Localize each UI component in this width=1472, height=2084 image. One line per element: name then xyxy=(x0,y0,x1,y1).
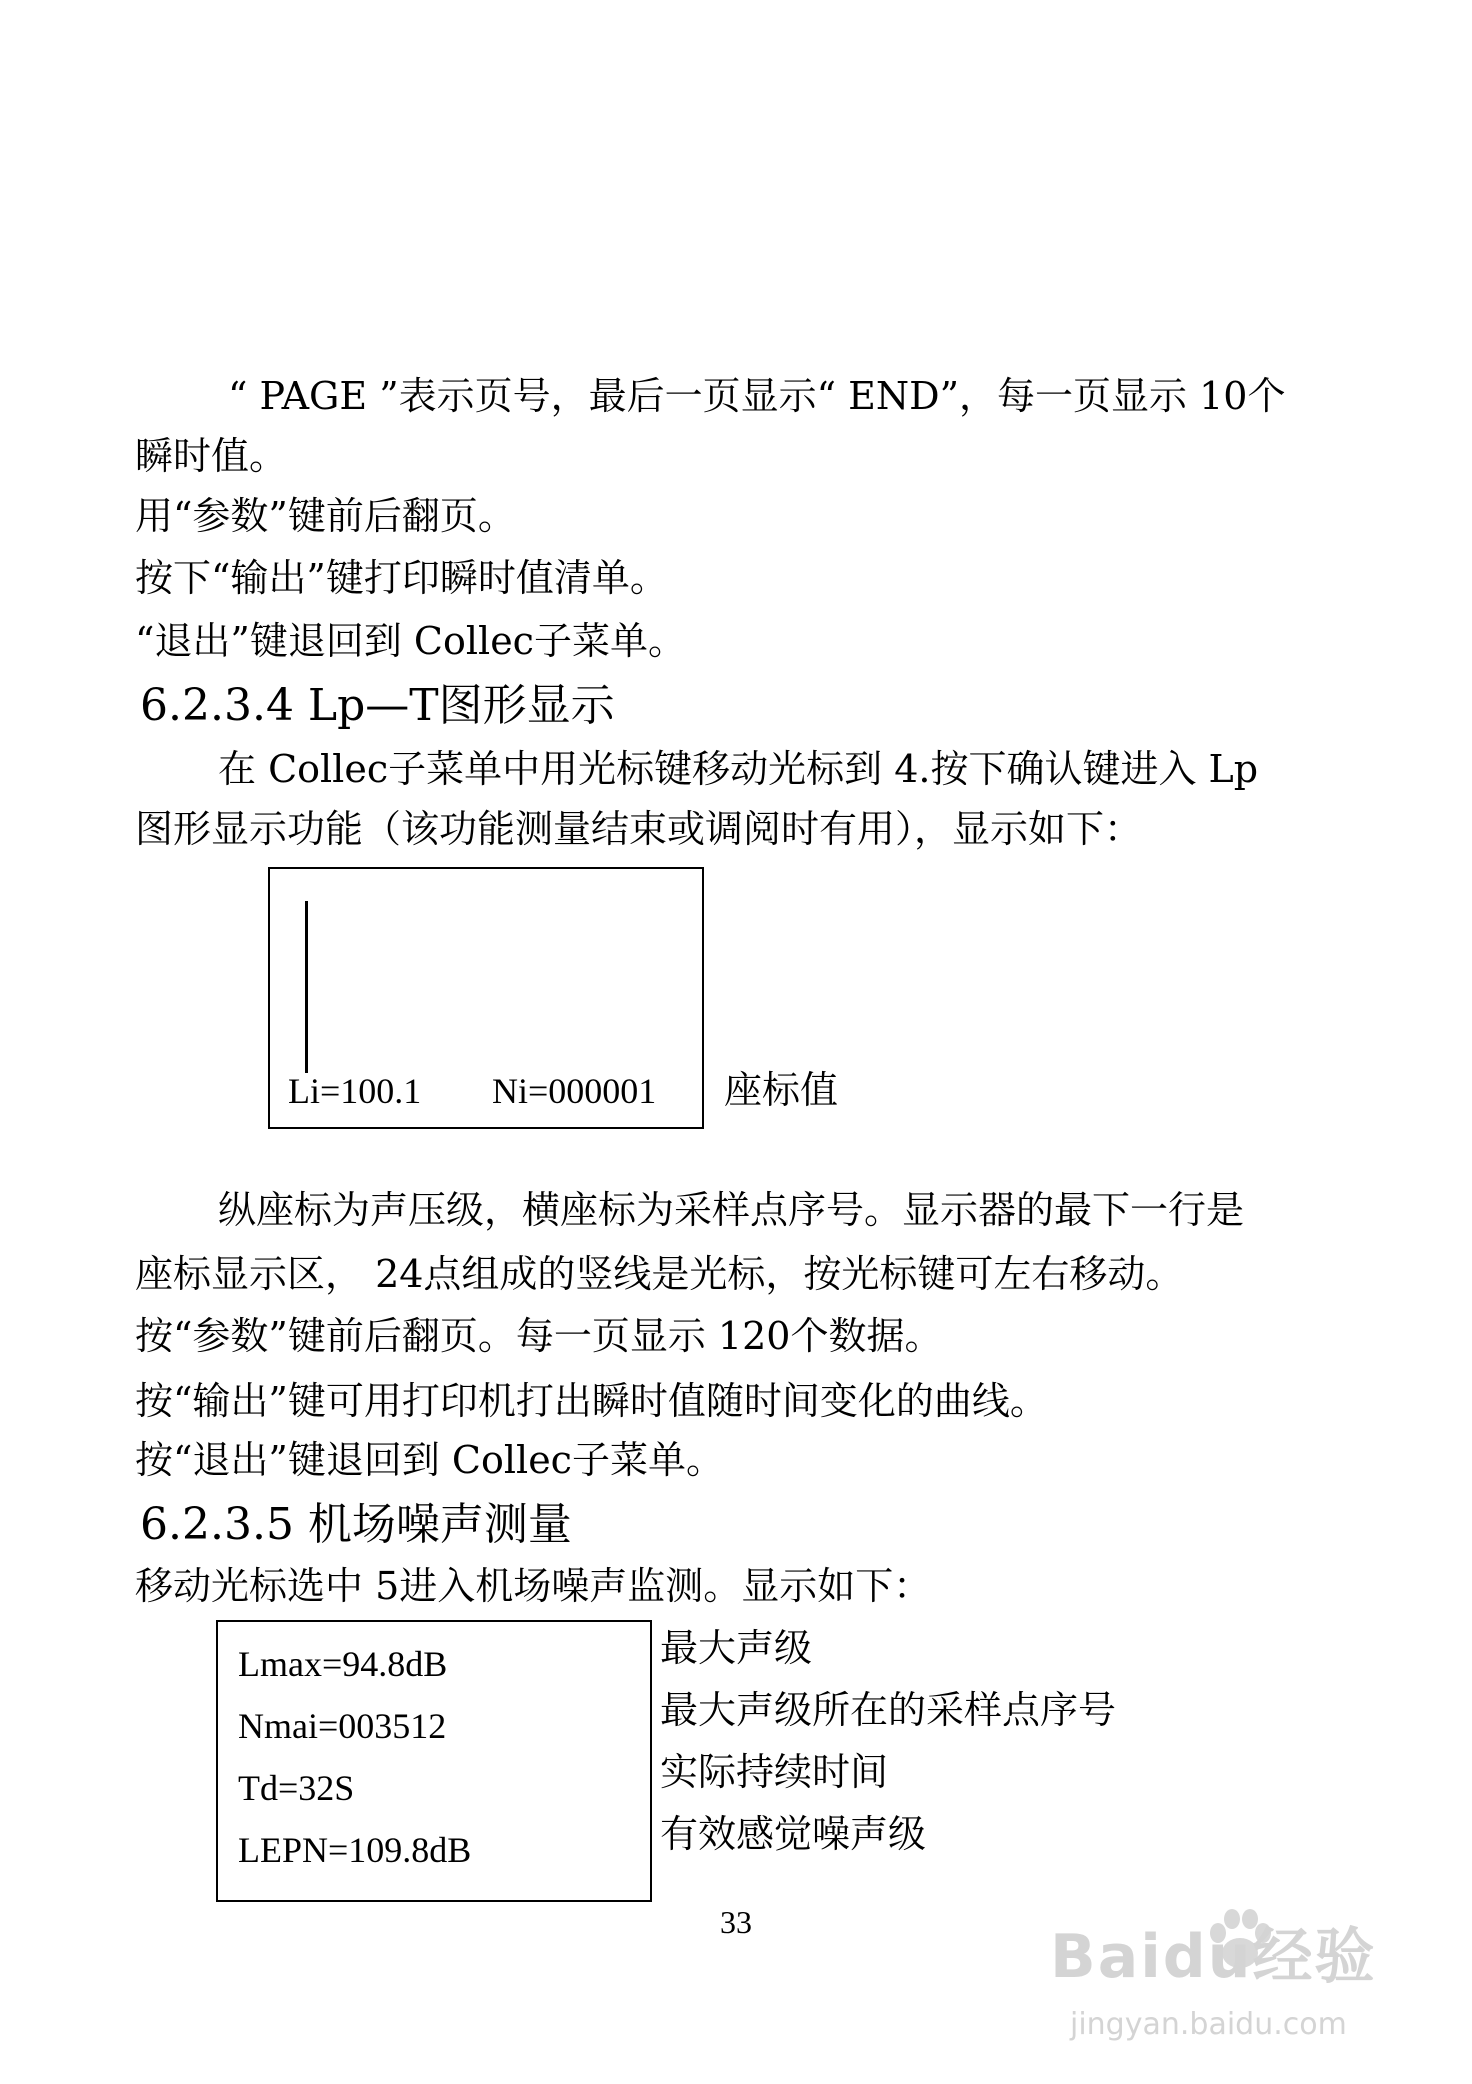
paragraph-line-5: “退出”键退回到 Collec子菜单。 xyxy=(135,619,686,663)
paragraph-line-4: 按下“输出”键打印瞬时值清单。 xyxy=(135,556,668,600)
baidu-watermark xyxy=(1050,1895,1410,2065)
cursor-line xyxy=(305,901,308,1073)
paragraph-line-2: 瞬时值。 xyxy=(135,434,288,478)
lpt-display-box xyxy=(268,867,704,1129)
lpt-body-line-1: 纵座标为声压级，横座标为采样点序号。显示器的最下一行是 xyxy=(218,1188,1245,1232)
lpt-display-note: 座标值 xyxy=(724,1068,839,1112)
section-heading-lpt: 6.2.3.4 Lp—T图形显示 xyxy=(140,680,615,731)
page-number: 33 xyxy=(720,1904,752,1940)
watermark-logo: Baidu经验 xyxy=(1050,1922,1377,1992)
watermark-url: jingyan.baidu.com xyxy=(1070,2007,1347,2042)
lmax-readout: Lmax=94.8dB xyxy=(238,1644,448,1684)
lpt-body-line-3: 按“参数”键前后翻页。每一页显示 120个数据。 xyxy=(135,1314,943,1358)
airport-intro: 移动光标选中 5进入机场噪声监测。显示如下： xyxy=(135,1564,932,1608)
paragraph-line-1: “ PAGE ”表示页号，最后一页显示“ END”，每一页显示 10个 xyxy=(228,374,1286,418)
airport-note-3: 实际持续时间 xyxy=(660,1750,889,1794)
airport-note-2: 最大声级所在的采样点序号 xyxy=(660,1688,1117,1732)
section-heading-airport: 6.2.3.5 机场噪声测量 xyxy=(140,1499,572,1550)
airport-note-1: 最大声级 xyxy=(660,1626,813,1670)
lpt-body-line-4: 按“输出”键可用打印机打出瞬时值随时间变化的曲线。 xyxy=(135,1379,1048,1423)
airport-note-4: 有效感觉噪声级 xyxy=(660,1812,927,1856)
ni-readout: Ni=000001 xyxy=(492,1071,657,1111)
lpt-body-line-5: 按“退出”键退回到 Collec子菜单。 xyxy=(135,1438,724,1482)
airport-display-box xyxy=(216,1620,652,1902)
lpt-intro-line-1: 在 Collec子菜单中用光标键移动光标到 4.按下确认键进入 Lp xyxy=(218,747,1259,791)
li-readout: Li=100.1 xyxy=(288,1071,422,1111)
lpt-body-line-2: 座标显示区， 24点组成的竖线是光标，按光标键可左右移动。 xyxy=(135,1252,1184,1296)
paragraph-line-3: 用“参数”键前后翻页。 xyxy=(135,494,516,538)
lepn-readout: LEPN=109.8dB xyxy=(238,1830,472,1870)
td-readout: Td=32S xyxy=(238,1768,355,1808)
lpt-intro-line-2: 图形显示功能（该功能测量结束或调阅时有用），显示如下： xyxy=(135,807,1143,851)
nmai-readout: Nmai=003512 xyxy=(238,1706,447,1746)
